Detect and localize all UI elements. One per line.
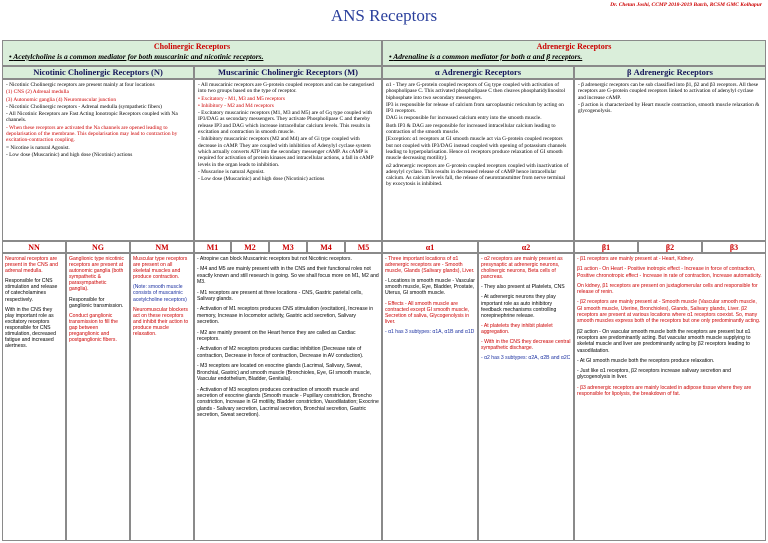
muscarinic-line: - Low dose (Muscarinic) and high dose (Nicotinic) actions [198, 176, 325, 183]
muscarinic-line: • Inhibitory - M2 and M4 receptors [198, 102, 274, 109]
subtype-header-beta2: β2 [638, 241, 702, 253]
alpha-line: DAG is responsible for increased calcium entry into the smooth muscle. [386, 115, 542, 122]
subtype-header-m3: M3 [269, 241, 307, 253]
beta-subtype-details [574, 253, 766, 541]
m-line: - Atropine can block Muscarinic receptors but not Nicotinic receptors. [197, 256, 352, 262]
alpha2-line: - At adrenergic neurons they play important role as auto inhibitory feedback mechanisms controlling norepinephrine release. [481, 294, 557, 319]
alpha2-line: - With in the CNS they decrease central sympathetic discharge. [481, 339, 571, 352]
cholinergic-title: Cholinergic Receptors [153, 42, 231, 51]
nm-line: Muscular type receptors are present on all skeletal muscles and produce contraction. [133, 256, 188, 281]
adrenergic-header [382, 40, 766, 66]
nicotinic-section-title: Nicotinic Cholinergic Receptors (N) [2, 66, 194, 79]
nicotinic-line: - All Nicotinic Receptors are Fast Acting Ionotropic Receptors coupled with Na channels. [6, 111, 178, 124]
page-title: ANS Receptors [330, 6, 438, 25]
muscarinic-line: - All muscarinic receptors are G-protein coupled receptors and can be categorised into two groups based on the type of receptor. [198, 82, 374, 95]
cholinergic-mediator-text: Acetylcholine is a common mediator for both muscarinic and nicotinic receptors. [13, 52, 264, 61]
alpha2-line: - They also present at Platelets, CNS [481, 284, 565, 291]
alpha2-details [478, 253, 574, 541]
alpha-line: α2 adrenergic receptors are G-protein coupled receptors coupled with inactivation of adenylyl cyclase. This results in decreased release of cAMP hence intracellular calcium. As calcium levels fall, the release of neurotransmitter from nerve terminal by exocytosis is inhibited. [386, 162, 569, 188]
m-line: - Activation of M3 receptors produces contraction of smooth muscle and secretion of exocrine glands (Smooth muscle - Pupillary constriction, Broncho constriction, Increase in GI motility, Bladder constriction, Vasodilatation; Exocrine glands - Salivary secretion, Lacrimal secretion, Bronchial secretion, Gastric secretion, Sweat secretion). [197, 386, 379, 419]
muscarinic-section-title: Muscarinic Cholinergic Receptors (M) [194, 66, 382, 79]
alpha-line: α1 - They are G-protein coupled receptors of Gq type coupled with activation of phospholipase C. This activated phospholipase C then cleaves phosphatidylinositol biphosphate into two secondary messengers. [386, 82, 566, 101]
muscarinic-line: - Inhibitory muscarinic receptors (M2 and M4) are of Gi type coupled with decrease in cAMP. They are coupled with inhibition of Adenylyl cyclase system which actually converts ATP into the secondary messenger cAMP. As cAMP is required for activation of protein kinases and intracellular actions, a fall in cAMP levels in the organ leads to inhibition. [198, 136, 374, 168]
nn-line: Responsible for CNS stimulation and release of catecholamines respectively. [5, 278, 58, 303]
adrenergic-mediator-note: • Adrenaline is a common mediator for both α and β receptors. [389, 52, 583, 61]
muscarinic-subtype-details [194, 253, 382, 541]
subtype-header-m4: M4 [307, 241, 345, 253]
subtype-header-alpha1: α1 [382, 241, 478, 253]
beta-overview [574, 79, 766, 241]
subtype-header-m5: M5 [345, 241, 382, 253]
subtype-header-nn: NN [2, 241, 66, 253]
ng-line: Conduct ganglionic transmission to fill the gap between preganglionic and postganglionic fibers. [69, 312, 118, 344]
beta-line: - β action is characterized by Heart muscle contraction, smooth muscle relaxation & glycogenolysis. [578, 101, 760, 115]
ng-details [66, 253, 130, 541]
nicotinic-line: - Nicotinic Cholinergic receptors are present mainly at four locations [6, 82, 155, 88]
nicotinic-line: - Low dose (Muscarinic) and high dose (Nicotinic) actions [6, 151, 133, 158]
beta-sub-line: - β1 receptors are mainly present at - Heart, Kidney. [577, 256, 694, 262]
alpha1-details [382, 253, 478, 541]
alpha-line: [Exception: α1 receptors at GI smooth muscle act via G-protein coupled receptors but not coupled with IP3/DAG instead coupled with opening of potassium channels leading to hyperpolarisation. Hence α1 receptors produce relaxation of GI smooth muscle decreasing motility]. [386, 136, 567, 162]
nicotinic-line: (1) CNS (2) Adrenal medulla [6, 89, 69, 96]
muscarinic-line: - Muscarine is natural Agonist. [198, 168, 265, 175]
alpha1-line: - Effects - All smooth muscle are contracted except GI smooth muscle, Secretion of saliva, Glycogenolysis in liver. [385, 300, 470, 325]
subtype-header-ng: NG [66, 241, 130, 253]
m-line: - M3 receptors are located on exocrine glands (Lacrimal, Salivary, Sweat, Bronchial, Gastric) and smooth muscle (Bronchioles, Eye, GI smooth muscle, Vascular endothelium, Bladder, Genitalia). [197, 363, 372, 383]
alpha2-line: - α2 receptors are mainly present as presynaptic at adrenergic neurons, cholinergic neurons, Beta cells of pancreas. [481, 256, 563, 281]
muscarinic-line: • Excitatory - M1, M3 and M5 receptors [198, 95, 285, 102]
subtype-header-beta1: β1 [574, 241, 638, 253]
alpha-line: IP3 is responsible for release of calcium from sarcoplasmic reticulum by acting on IP3 receptors. [386, 101, 564, 115]
beta-sub-line: - β3 adrenergic receptors are mainly located in adipose tissue where they are responsible for lipolysis, the breakdown of fat. [577, 384, 752, 398]
beta-line: - β adrenergic receptors can be sub classified into β1, β2 and β3 receptors. All these receptors are G-protein coupled receptors linked to activation of adenylyl cyclase and increase cAMP. [578, 82, 759, 101]
beta-sub-line: β1 action - On Heart - Positive inotropic effect - Increase in force of contraction, Positive chronotropic effect - Increase in rate of contraction, Increase automaticity. [577, 266, 762, 279]
beta-section-title: β Adrenergic Receptors [574, 66, 766, 79]
alpha2-line: - At platelets they inhibit platelet aggregation. [481, 322, 553, 335]
cholinergic-header [2, 40, 382, 66]
nicotinic-line: - When these receptors are activated the Na channels are opened leading to depolarisation of the membrane. This depolarisation may lead to contraction by excitation-contraction coupling. [6, 124, 178, 144]
m-line: - Activation of M1 receptors produces CNS stimulation (excitation), Increase in memory, Increase in locomotor activity, Gastric acid secretion, Salivary secretion. [197, 306, 374, 326]
m-line: - Activation of M2 receptors produces cardiac inhibition (Decrease rate of contraction, Decrease in force of contraction, Decrease in AV conduction). [197, 346, 364, 359]
subtype-header-nm: NM [130, 241, 194, 253]
alpha1-line: - Locations in smooth muscle - Vascular smooth muscle, Eye, Bladder, Prostate, Uterus, GI smooth muscle. [385, 278, 475, 297]
ng-line: Ganglionic type nicotinic receptors are present at autonomic ganglia (both sympathetic & parasympathetic ganglia). [69, 256, 124, 293]
alpha1-line: - Three important locations of α1 adrenergic receptors are - Smooth muscle, Glands (Salivary glands), Liver. [385, 256, 475, 275]
alpha2-line: - α2 has 3 subtypes: α2A, α2B and α2C [481, 355, 571, 362]
alpha-section-title: α Adrenergic Receptors [382, 66, 574, 79]
subtype-header-alpha2: α2 [478, 241, 574, 253]
nicotinic-line: (3) Autonomic ganglia (4) Neuromuscular junction [6, 96, 117, 103]
nm-line: (Note: smooth muscle consists of muscarinic acetylcholine receptors) [133, 284, 187, 303]
nm-line: Neuromuscular blockers act on these receptors and inhibit their action to produce muscle relaxation. [133, 306, 189, 338]
beta-sub-line: β2 action - On vascular smooth muscle both the receptors are present but α1 receptors are predominantly acting. But vascular smooth muscle supplying to skeletal muscle and liver are predominantly acting by β2 receptors leading to vasodilatation. [577, 328, 751, 354]
ng-line: Responsible for ganglionic transmission. [69, 296, 124, 309]
cholinergic-mediator-note: • Acetylcholine is a common mediator for both muscarinic and nicotinic receptors. [9, 52, 264, 61]
beta-sub-line: - Just like α1 receptors, β2 receptors increase salivary secretion and glycogenolysis in liver. [577, 368, 731, 381]
m-line: - M2 are mainly present on the Heart hence they are called as Cardiac receptors. [197, 329, 356, 343]
nicotinic-overview [2, 79, 194, 241]
m-line: - M4 and M5 are mainly present with in the CNS and their functional roles not exactly known and still research is going. So we shall focus more on M1, M2 and M3. [197, 266, 379, 286]
muscarinic-overview [194, 79, 382, 241]
beta-sub-line: - β2 receptors are mainly present at - Smooth muscle (Vascular smooth muscle, GI smooth muscle, Uterine, Bronchioles), Glands, Salivary glands, Liver. β2 receptors are present at various locations where α1 receptors coexist. So, many smooth muscles express both of the receptors but one only predominantly acting. [577, 299, 761, 325]
nm-details [130, 253, 194, 541]
nn-line: With in the CNS they play important role as excitatory receptors responsible for CNS stimulation, decreased fatigue and increased alertness. [5, 306, 56, 350]
subtype-header-beta3: β3 [702, 241, 766, 253]
nn-details [2, 253, 66, 541]
alpha1-line: - α1 has 3 subtypes: α1A, α1B and α1D [385, 328, 475, 335]
alpha-line: Both IP3 & DAG are responsible for increased intracellular calcium leading to contraction of the smooth muscle. [386, 122, 556, 136]
m-line: - M1 receptors are present at three locations - CNS, Gastric parietal cells, Salivary glands. [197, 289, 363, 303]
adrenergic-title: Adrenergic Receptors [536, 42, 612, 51]
author-credit: Dr. Chetan Joshi, CCMP 2018-2019 Batch, RCSM GMC Kolhapur [610, 2, 762, 8]
beta-sub-line: On kidney, β1 receptors are present on juxtaglomerular cells and responsible for release of renin. [577, 282, 758, 296]
muscarinic-line: - Excitatory muscarinic receptors (M1, M3 and M5) are of Gq type coupled with IP3/DAG as secondary messengers. They activate Phospholipase C and thereby release IP3 and DAG which increase intracellular calcium levels. This results in excitation and contraction in smooth muscle. [198, 110, 372, 136]
nicotinic-line: - Nicotinic Cholinergic receptors - Adrenal medulla (sympathetic fibers) [6, 103, 162, 110]
nicotinic-line: = Nicotine is natural Agonist. [6, 144, 70, 151]
subtype-header-m2: M2 [231, 241, 269, 253]
nn-line: Neuronal receptors are present in the CNS and adrenal medulla. [5, 256, 58, 275]
adrenergic-mediator-text: Adrenaline is a common mediator for both α and β receptors. [393, 52, 583, 61]
beta-sub-line: - At GI smooth muscle both the receptors produce relaxation. [577, 357, 715, 364]
alpha-overview [382, 79, 574, 241]
subtype-header-m1: M1 [194, 241, 231, 253]
